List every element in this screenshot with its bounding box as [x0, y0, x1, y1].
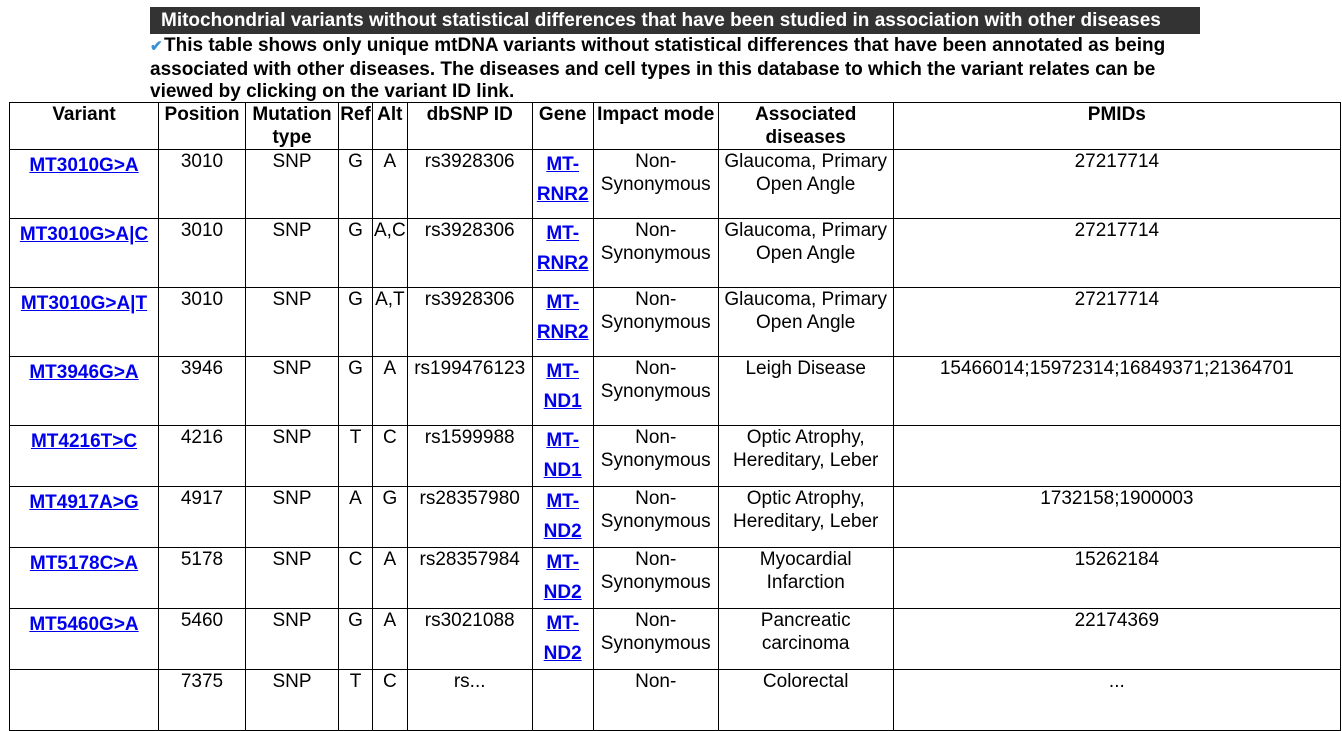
pmids-cell: 15262184 — [893, 548, 1340, 609]
impact-mode-cell: Non-Synonymous — [593, 219, 718, 288]
variant-link[interactable]: MT3010G>A|T — [20, 293, 148, 314]
ref-cell: G — [339, 219, 373, 288]
variant-cell — [10, 487, 159, 548]
pmids-cell: 27217714 — [893, 219, 1340, 288]
gene-link[interactable]: MT-ND1 — [543, 361, 582, 412]
variant-link[interactable]: MT5460G>A — [29, 614, 139, 635]
impact-mode-cell: Non- — [593, 670, 718, 731]
header-dbsnp-id[interactable]: dbSNP ID — [407, 103, 532, 150]
dbsnp-cell: rs3021088 — [407, 609, 532, 670]
mutation-type-cell: SNP — [246, 357, 339, 426]
impact-mode-cell: Non-Synonymous — [593, 288, 718, 357]
dbsnp-cell: rs3928306 — [407, 288, 532, 357]
table-row — [10, 150, 1341, 219]
ref-cell: G — [339, 609, 373, 670]
gene-link[interactable]: MT-RNR2 — [536, 223, 589, 274]
header-variant[interactable]: Variant — [10, 103, 159, 150]
header-associated-diseases[interactable]: Associated diseases — [718, 103, 893, 150]
gene-link[interactable]: MT-RNR2 — [536, 292, 589, 343]
pmids-cell: 27217714 — [893, 150, 1340, 219]
associated-diseases-cell: Glaucoma, Primary Open Angle — [718, 219, 893, 288]
variant-cell — [10, 548, 159, 609]
gene-cell — [532, 288, 593, 357]
variant-link[interactable]: MT5178C>A — [29, 553, 139, 574]
section-title: Mitochondrial variants without statistical differences that have been studied in association with other diseases — [150, 7, 1200, 34]
variant-link[interactable]: MT4216T>C — [30, 431, 138, 452]
ref-cell: G — [339, 150, 373, 219]
position-cell: 3010 — [159, 150, 246, 219]
associated-diseases-cell: Leigh Disease — [718, 357, 893, 426]
ref-cell: T — [339, 426, 373, 487]
associated-diseases-cell: Optic Atrophy, Hereditary, Leber — [718, 426, 893, 487]
gene-cell — [532, 609, 593, 670]
variant-link[interactable]: MT4917A>G — [29, 492, 139, 513]
associated-diseases-cell: Glaucoma, Primary Open Angle — [718, 288, 893, 357]
pmids-cell: 15466014;15972314;16849371;21364701 — [893, 357, 1340, 426]
variant-cell — [10, 670, 159, 731]
pmids-cell: 1732158;1900003 — [893, 487, 1340, 548]
alt-cell: A — [373, 548, 408, 609]
impact-mode-cell: Non-Synonymous — [593, 487, 718, 548]
gene-link[interactable]: MT-ND2 — [543, 491, 582, 542]
impact-mode-cell: Non-Synonymous — [593, 150, 718, 219]
header-ref[interactable]: Ref — [339, 103, 373, 150]
variant-link[interactable]: MT3010G>A — [29, 155, 139, 176]
mutation-type-cell: SNP — [246, 670, 339, 731]
variant-cell — [10, 288, 159, 357]
position-cell: 7375 — [159, 670, 246, 731]
alt-cell: A,C — [373, 219, 408, 288]
impact-mode-cell: Non-Synonymous — [593, 357, 718, 426]
header-impact-mode[interactable]: Impact mode — [593, 103, 718, 150]
gene-cell — [532, 548, 593, 609]
table-header-row — [10, 103, 1341, 150]
variant-cell — [10, 357, 159, 426]
impact-mode-cell: Non-Synonymous — [593, 548, 718, 609]
associated-diseases-cell: Optic Atrophy, Hereditary, Leber — [718, 487, 893, 548]
mutation-type-cell: SNP — [246, 609, 339, 670]
dbsnp-cell: rs28357980 — [407, 487, 532, 548]
gene-link[interactable]: MT-ND2 — [543, 552, 582, 603]
position-cell: 3010 — [159, 288, 246, 357]
header-gene[interactable]: Gene — [532, 103, 593, 150]
alt-cell: A,T — [373, 288, 408, 357]
pmids-cell — [893, 426, 1340, 487]
associated-diseases-cell: Pancreatic carcinoma — [718, 609, 893, 670]
table-row — [10, 670, 1341, 731]
gene-cell — [532, 357, 593, 426]
table-description — [150, 35, 1210, 104]
associated-diseases-cell: Glaucoma, Primary Open Angle — [718, 150, 893, 219]
ref-cell: T — [339, 670, 373, 731]
header-position[interactable]: Position — [159, 103, 246, 150]
mutation-type-cell: SNP — [246, 288, 339, 357]
ref-cell: G — [339, 357, 373, 426]
dbsnp-cell: rs28357984 — [407, 548, 532, 609]
impact-mode-cell: Non-Synonymous — [593, 426, 718, 487]
table-row — [10, 609, 1341, 670]
gene-cell — [532, 219, 593, 288]
alt-cell: G — [373, 487, 408, 548]
table-row — [10, 357, 1341, 426]
pmids-cell: 27217714 — [893, 288, 1340, 357]
dbsnp-cell: rs... — [407, 670, 532, 731]
position-cell: 3010 — [159, 219, 246, 288]
alt-cell: A — [373, 357, 408, 426]
position-cell: 4216 — [159, 426, 246, 487]
gene-link[interactable]: MT-ND1 — [543, 430, 582, 481]
variant-cell — [10, 219, 159, 288]
alt-cell: A — [373, 609, 408, 670]
header-alt[interactable]: Alt — [373, 103, 408, 150]
associated-diseases-cell: Colorectal — [718, 670, 893, 731]
alt-cell: C — [373, 426, 408, 487]
dbsnp-cell: rs1599988 — [407, 426, 532, 487]
position-cell: 5460 — [159, 609, 246, 670]
mutation-type-cell: SNP — [246, 487, 339, 548]
position-cell: 3946 — [159, 357, 246, 426]
header-mutation-type[interactable]: Mutation type — [246, 103, 339, 150]
table-row — [10, 288, 1341, 357]
table-row — [10, 548, 1341, 609]
variant-link[interactable]: MT3946G>A — [29, 362, 139, 383]
pmids-cell: ... — [893, 670, 1340, 731]
gene-cell — [532, 426, 593, 487]
variants-table — [9, 102, 1341, 731]
gene-link[interactable]: MT-RNR2 — [536, 154, 589, 205]
ref-cell: G — [339, 288, 373, 357]
variant-cell — [10, 426, 159, 487]
variant-cell — [10, 150, 159, 219]
gene-cell — [532, 670, 593, 731]
description-text: This table shows only unique mtDNA variants without statistical differences that have been annotated as being associated with other diseases. The diseases and cell types in this database to which the variant relates can be viewed by clicking on the variant ID link. — [150, 35, 1166, 102]
mutation-type-cell: SNP — [246, 150, 339, 219]
check-icon: ✔ — [150, 38, 163, 55]
table-row — [10, 426, 1341, 487]
variant-link[interactable]: MT3010G>A|C — [19, 224, 149, 245]
associated-diseases-cell: Myocardial Infarction — [718, 548, 893, 609]
mutation-type-cell: SNP — [246, 219, 339, 288]
mutation-type-cell: SNP — [246, 548, 339, 609]
dbsnp-cell: rs199476123 — [407, 357, 532, 426]
table-row — [10, 487, 1341, 548]
position-cell: 5178 — [159, 548, 246, 609]
impact-mode-cell: Non-Synonymous — [593, 609, 718, 670]
ref-cell: C — [339, 548, 373, 609]
dbsnp-cell: rs3928306 — [407, 219, 532, 288]
gene-link[interactable]: MT-ND2 — [543, 613, 582, 664]
dbsnp-cell: rs3928306 — [407, 150, 532, 219]
alt-cell: A — [373, 150, 408, 219]
pmids-cell: 22174369 — [893, 609, 1340, 670]
variant-cell — [10, 609, 159, 670]
alt-cell: C — [373, 670, 408, 731]
gene-cell — [532, 150, 593, 219]
position-cell: 4917 — [159, 487, 246, 548]
gene-cell — [532, 487, 593, 548]
table-row — [10, 219, 1341, 288]
mutation-type-cell: SNP — [246, 426, 339, 487]
ref-cell: A — [339, 487, 373, 548]
header-pmids[interactable]: PMIDs — [893, 103, 1340, 150]
